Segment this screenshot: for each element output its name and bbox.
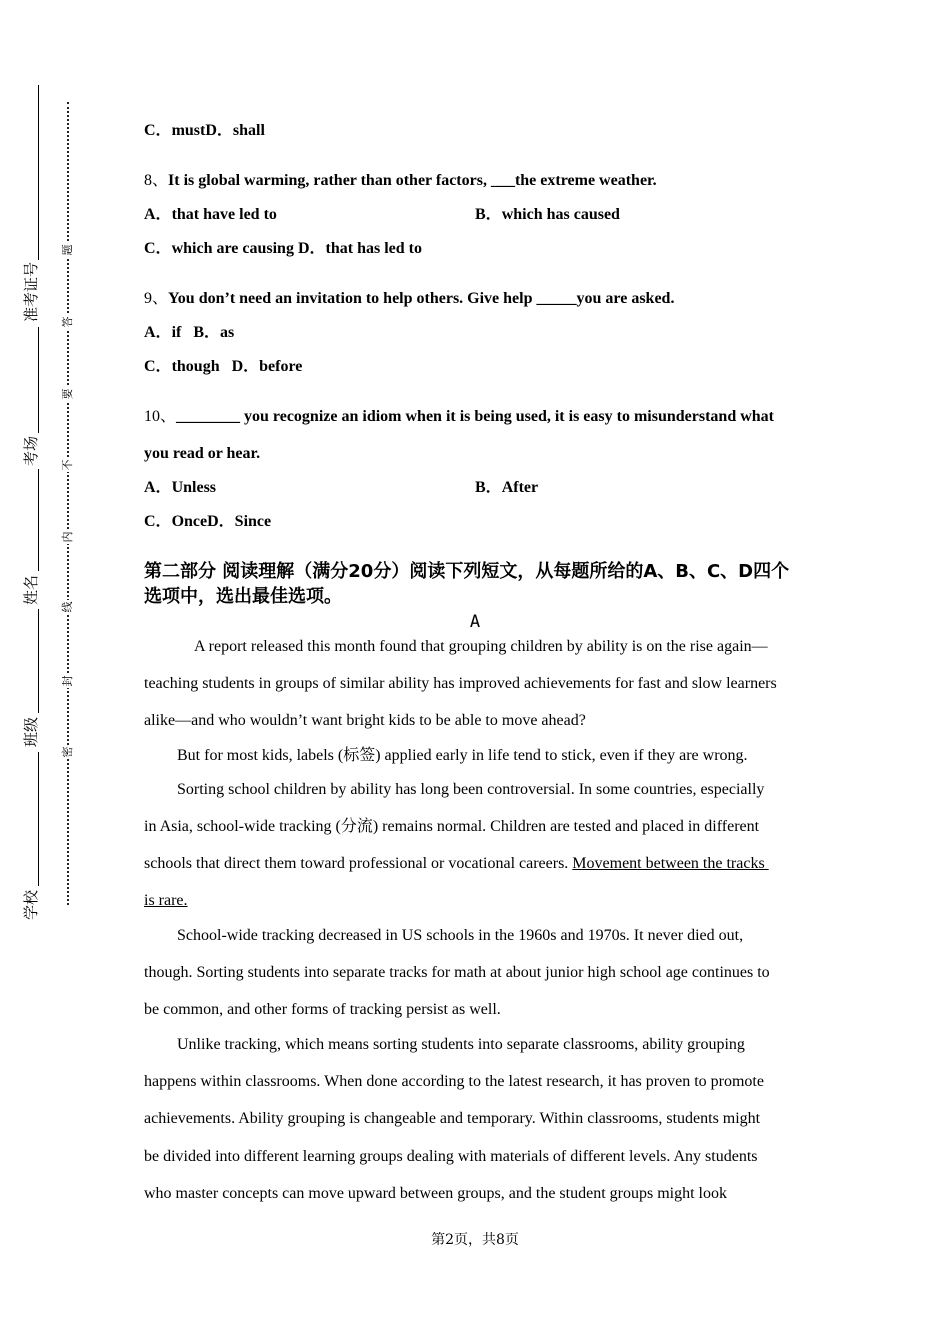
seal-dotted-line — [67, 102, 69, 905]
option-letter: D． — [207, 513, 235, 530]
option-text: Once — [171, 513, 208, 530]
seal-char: 线 — [61, 601, 74, 613]
exam-number-label: 准考证号 — [22, 262, 40, 323]
option-text: Since — [234, 513, 272, 530]
option-letter: B． — [475, 479, 502, 496]
seal-char: 不 — [61, 459, 74, 471]
name-label: 姓名 — [22, 575, 40, 606]
option-letter: A． — [144, 324, 172, 341]
paragraph-line: be divided into different learning groups dealing with materials of different levels. Any students — [144, 1148, 758, 1165]
option-letter: C． — [144, 513, 172, 530]
option-text: though — [171, 358, 220, 375]
question-number: 10、 — [144, 408, 177, 425]
name-blank-line — [38, 469, 39, 571]
seal-char: 封 — [61, 675, 74, 687]
option-text: which are causing — [171, 240, 294, 257]
option-text: that have led to — [171, 206, 277, 223]
option-letter: C． — [144, 358, 172, 375]
exam-room-label: 考场 — [22, 436, 40, 467]
option-text: which has caused — [501, 206, 620, 223]
option-letter: D． — [205, 122, 233, 139]
passage-title: A — [469, 612, 481, 632]
option-text: before — [259, 358, 303, 375]
page-footer: 第2页，共8页 — [431, 1232, 519, 1248]
option-text: Unless — [171, 479, 217, 496]
question-stem — [144, 289, 674, 309]
exam-number-blank-line — [38, 85, 39, 260]
school-label: 学校 — [22, 890, 40, 921]
seal-char: 密 — [61, 746, 74, 758]
paragraph-line: achievements. Ability grouping is changeable and temporary. Within classrooms, students might — [144, 1110, 761, 1127]
option-letter: D． — [231, 358, 260, 375]
option-letter: A． — [144, 479, 172, 496]
paragraph-text: schools that direct them toward professional or vocational careers. — [144, 855, 573, 872]
paragraph-line: who master concepts can move upward between groups, and the student groups might look — [144, 1185, 727, 1202]
exam-room-blank-line — [38, 327, 39, 433]
class-label: 班级 — [22, 717, 40, 748]
option-text: After — [501, 479, 539, 496]
options-row-cd — [144, 121, 265, 141]
question-stem — [144, 407, 774, 427]
seal-char: 答 — [61, 316, 74, 328]
section-heading-continued: 选项中，选出最佳选项。 — [144, 586, 342, 607]
paragraph-line — [144, 891, 188, 911]
paragraph-line: in Asia, school-wide tracking (分流) remains normal. Children are tested and placed in different — [144, 818, 760, 835]
question-stem — [144, 171, 657, 191]
paragraph-line: Sorting school children by ability has long been controversial. In some countries, especially — [177, 781, 765, 798]
paragraph-line — [144, 854, 769, 874]
paragraph-line: Unlike tracking, which means sorting students into separate classrooms, ability grouping — [177, 1036, 745, 1053]
option-text: that has led to — [325, 240, 422, 257]
school-blank-line — [38, 752, 39, 886]
question-text: You don’t need an invitation to help others. Give help _____you are asked. — [168, 290, 675, 307]
option-text: must — [171, 122, 206, 139]
underlined-sentence: Movement between the tracks — [572, 855, 769, 872]
paragraph-line: A report released this month found that grouping children by ability is on the rise again— — [194, 638, 768, 655]
option-text: as — [220, 324, 235, 341]
options-row-ab — [144, 323, 234, 343]
seal-char: 要 — [61, 388, 74, 400]
paragraph-line: be common, and other forms of tracking persist as well. — [144, 1001, 501, 1018]
options-row-cd — [144, 357, 302, 377]
option-letter: B． — [193, 324, 221, 341]
question-number: 9、 — [144, 290, 169, 307]
option-text: if — [171, 324, 182, 341]
option-text: shall — [232, 122, 265, 139]
options-row-ab — [144, 205, 620, 225]
options-row-ab — [144, 478, 539, 498]
question-text-continued: you read or hear. — [144, 445, 261, 462]
paragraph-line: alike—and who wouldn’t want bright kids to be able to move ahead? — [144, 712, 586, 729]
question-text: It is global warming, rather than other factors, ___the extreme weather. — [168, 172, 657, 189]
option-letter: C． — [144, 240, 172, 257]
paragraph-line: though. Sorting students into separate tracks for math at about junior high school age continues to — [144, 964, 770, 981]
option-letter: B． — [475, 206, 502, 223]
option-letter: A． — [144, 206, 172, 223]
paragraph-line: School-wide tracking decreased in US schools in the 1960s and 1970s. It never died out, — [177, 927, 744, 944]
underlined-sentence: is rare. — [144, 892, 188, 909]
seal-char: 内 — [61, 531, 74, 543]
paragraph-line: happens within classrooms. When done according to the latest research, it has proven to promote — [144, 1073, 764, 1090]
paragraph-line: teaching students in groups of similar ability has improved achievements for fast and slow learners — [144, 675, 777, 692]
option-letter: C． — [144, 122, 172, 139]
seal-char: 题 — [61, 244, 74, 256]
option-letter: D． — [297, 240, 326, 257]
question-text: ________ you recognize an idiom when it is being used, it is easy to misunderstand what — [176, 408, 774, 425]
paragraph-line: But for most kids, labels (标签) applied early in life tend to stick, even if they are wrong. — [177, 747, 748, 764]
options-row-cd — [144, 239, 422, 259]
options-row-cd — [144, 512, 271, 532]
section-heading: 第二部分 阅读理解（满分20分）阅读下列短文，从每题所给的A、B、C、D四个 — [144, 561, 790, 582]
question-number: 8、 — [144, 172, 169, 189]
